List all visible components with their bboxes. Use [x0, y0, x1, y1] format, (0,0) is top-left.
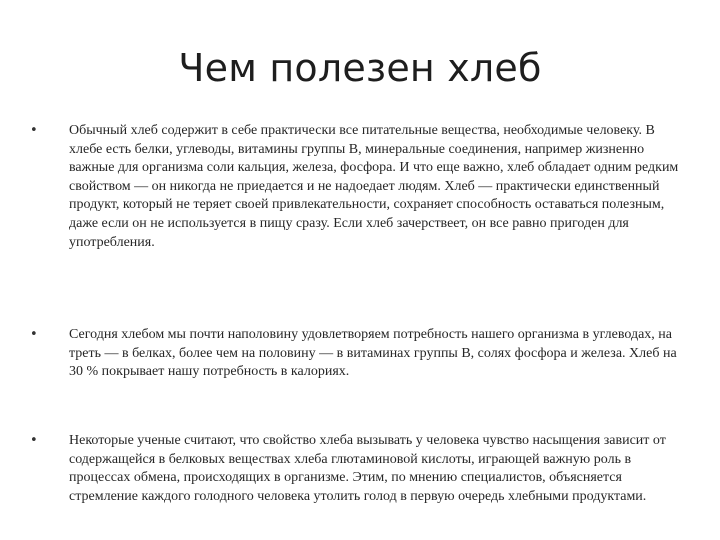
- bullet-text: Некоторые ученые считают, что свойство хлеба вызывать у человека чувство насыщения зависит от содержащейся в белковых веществах хлеба глютаминовой кислоты, играющей важную роль в процессах обмена, происходящих в организме. Этим, по мнению специалистов, объясняется стремление каждого голодного человека утолить голод в первую очередь хлебными продуктами.: [69, 433, 666, 504]
- bullet-text: Обычный хлеб содержит в себе практически все питательные вещества, необходимые человеку. В хлебе есть белки, углеводы, витамины группы В, минеральные соединения, например жизненно важные для организма соли кальция, железа, фосфора. И что еще важно, хлеб обладает одним редким свойством — он никогда не приедается и не надоедает людям. Хлеб — практически единственный продукт, который не теряет своей привлекательности, сохраняет способность оставаться полезным, даже если он не используется в пищу сразу. Если хлеб зачерствеет, он все равно пригоден для употребления.: [69, 123, 679, 250]
- bullet-text: Сегодня хлебом мы почти наполовину удовлетворяем потребность нашего организма в углеводах, на треть — в белках, более чем на половину — в витаминах группы В, солях фосфора и железа. Хлеб на 30 % покрывает нашу потребность в калориях.: [69, 327, 677, 380]
- bullet-marker: •: [30, 123, 38, 138]
- bullet-marker: •: [30, 433, 38, 448]
- slide-title: Чем полезен хлеб: [178, 46, 542, 90]
- bullet-marker: •: [30, 327, 38, 342]
